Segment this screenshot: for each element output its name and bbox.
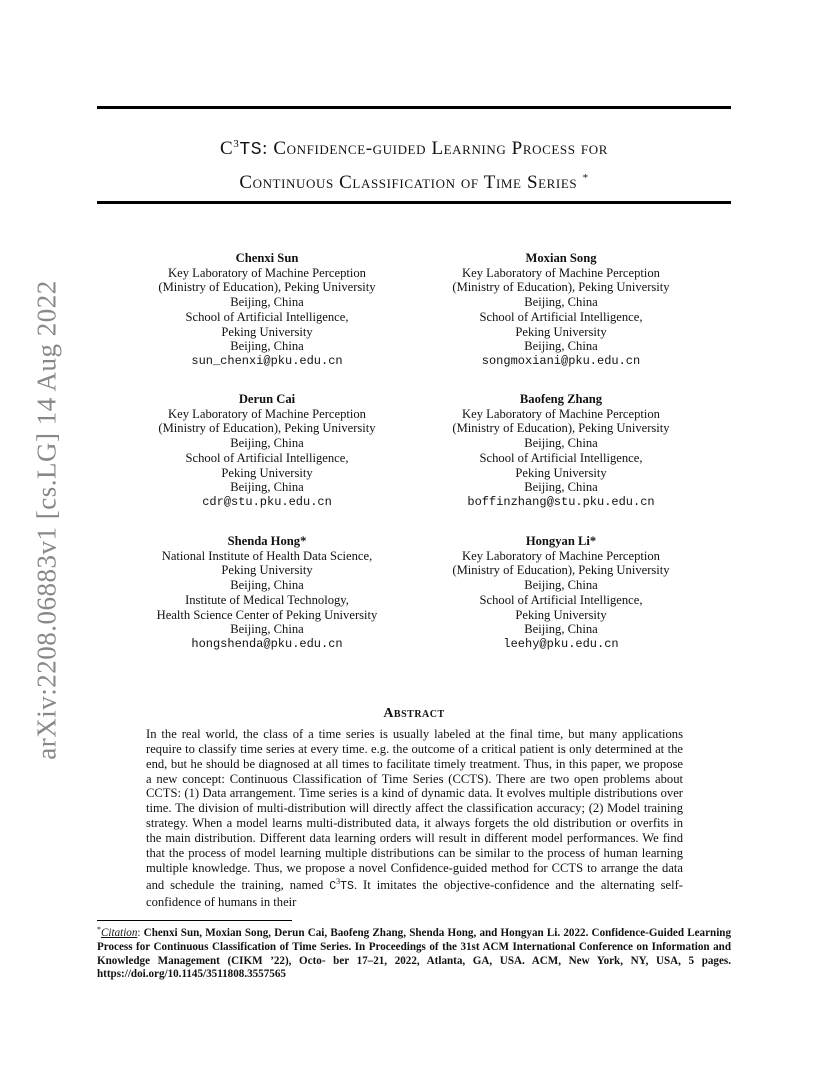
title-c: C: [219, 138, 234, 159]
author-affil-line: Peking University: [221, 324, 313, 339]
title-footnote-mark: *: [582, 172, 589, 184]
author-affil-line: Peking University: [515, 465, 607, 480]
author-block-1: [127, 251, 407, 369]
author-affil-line: Beijing, China: [524, 622, 598, 637]
title-line-1-rest: : Confidence-guided Learning Process for: [262, 138, 609, 159]
abstract-text: In the real world, the class of a time series is usually labeled at the final time, but many applications require to classify time series at every time. e.g. the outcome of a critical patient is only determined at the end, but he should be diagnosed at all times to facilitate timely treatment. Thus, in this paper, we propose a new concept: Continuous Classification of Time Series (CCTS). There are two open problems about CCTS: (1) Data arrangement. Time series is a kind of dynamic data. It evolves multiple distributions over time. The division of multi-distribution will directly affect the classification accuracy; (2) Model training strategy. When a model learns multi-distributed data, it always forgets the old distribution or overfits in the main distribution. Different data learning orders will result in different model performances. We find that the process of model learning multiple distributions can be similar to the process of human learning multiple knowledge. Thus, we propose a novel Confidence-guided method for CCTS to arrange the data and schedule the training, named: [146, 727, 683, 893]
author-affil-line: Health Science Center of Peking University: [156, 607, 378, 622]
author-block-2: [421, 251, 701, 369]
author-affil-line: School of Artificial Intelligence,: [479, 309, 643, 324]
author-email[interactable]: songmoxiani@pku.edu.cn: [481, 353, 641, 368]
author-block-3: [127, 392, 407, 510]
author-affil-line: (Ministry of Education), Peking University: [452, 280, 670, 295]
author-affil-line: School of Artificial Intelligence,: [185, 450, 349, 465]
author-affil-line: Key Laboratory of Machine Perception: [462, 548, 660, 563]
author-affil-line: National Institute of Health Data Science,: [161, 548, 373, 563]
author-affil-line: Peking University: [515, 324, 607, 339]
title-line-2: [97, 164, 731, 197]
author-block-6: [421, 534, 701, 652]
abstract-heading: Abstract: [383, 706, 445, 721]
author-affil-line: Key Laboratory of Machine Perception: [168, 406, 366, 421]
author-email[interactable]: hongshenda@pku.edu.cn: [191, 636, 343, 651]
citation-footnote: [97, 923, 731, 982]
author-affil-line: (Ministry of Education), Peking University: [158, 280, 376, 295]
author-affil-line: Peking University: [515, 607, 607, 622]
author-block-5: [127, 534, 407, 652]
abstract-body: [146, 727, 683, 910]
author-email[interactable]: cdr@stu.pku.edu.cn: [202, 494, 332, 509]
author-affil-line: Beijing, China: [230, 480, 304, 495]
abstract-c3ts-c: C: [329, 880, 337, 894]
author-affil-line: Beijing, China: [524, 578, 598, 593]
author-affil-line: Institute of Medical Technology,: [185, 592, 349, 607]
arxiv-side-stamp: arXiv:2208.06883v1 [cs.LG] 14 Aug 2022: [31, 280, 62, 760]
footnote-mark: *: [97, 925, 101, 934]
author-affil-line: Beijing, China: [230, 622, 304, 637]
author-affil-line: School of Artificial Intelligence,: [479, 450, 643, 465]
author-name: Hongyan Li*: [525, 534, 597, 548]
author-affil-line: Beijing, China: [524, 339, 598, 354]
author-affil-line: (Ministry of Education), Peking University: [452, 563, 670, 578]
abstract-c3ts-ts: TS: [340, 880, 354, 894]
author-affil-line: School of Artificial Intelligence,: [479, 592, 643, 607]
author-name: Derun Cai: [238, 392, 296, 406]
author-affil-line: Beijing, China: [524, 295, 598, 310]
author-affil-line: Beijing, China: [230, 436, 304, 451]
title-top-rule: [97, 106, 731, 109]
title-line-2-text: Continuous Classification of Time Series: [239, 172, 578, 193]
author-affil-line: Beijing, China: [230, 339, 304, 354]
author-affil-line: Beijing, China: [524, 436, 598, 451]
abstract-text-tail: . It imitates the objective-confidence and the alternating self-confidence of humans in their: [146, 878, 684, 910]
author-affil-line: Peking University: [221, 563, 313, 578]
author-block-4: [421, 392, 701, 510]
author-affil-line: Beijing, China: [230, 578, 304, 593]
title-sup: 3: [233, 138, 240, 150]
author-email[interactable]: sun_chenxi@pku.edu.cn: [191, 353, 343, 368]
author-affil-line: Key Laboratory of Machine Perception: [462, 265, 660, 280]
author-email[interactable]: leehy@pku.edu.cn: [503, 636, 619, 651]
title-ts: TS: [239, 140, 263, 160]
footnote-rule: [97, 920, 292, 921]
author-affil-line: Beijing, China: [230, 295, 304, 310]
author-affil-line: Key Laboratory of Machine Perception: [168, 265, 366, 280]
author-name: Baofeng Zhang: [519, 392, 603, 406]
author-affil-line: Key Laboratory of Machine Perception: [462, 406, 660, 421]
citation-colon: :: [137, 927, 141, 939]
author-name: Chenxi Sun: [235, 251, 299, 265]
author-affil-line: School of Artificial Intelligence,: [185, 309, 349, 324]
author-name: Moxian Song: [525, 251, 597, 265]
citation-text: Chenxi Sun, Moxian Song, Derun Cai, Baofeng Zhang, Shenda Hong, and Hongyan Li. 2022. Confidence-Guided Learning Process for Continuous Classification of Time Series. In Proceedings of the 31st ACM International Conference on Information and Knowledge Management (CIKM ’22), Octo- ber 17–21, 2022, Atlanta, GA, USA. ACM, New York, NY, USA, 5 pages. https://doi.org/10.1145/3511808.3557565: [97, 927, 731, 981]
paper-title: [97, 130, 731, 197]
author-affil-line: Peking University: [221, 465, 313, 480]
author-affil-line: (Ministry of Education), Peking University: [452, 421, 670, 436]
abstract-c3ts-sup: 3: [336, 877, 341, 887]
author-name: Shenda Hong*: [227, 534, 307, 548]
citation-label: Citation: [101, 927, 138, 939]
title-line-1: [97, 130, 731, 164]
author-affil-line: (Ministry of Education), Peking University: [158, 421, 376, 436]
author-email[interactable]: boffinzhang@stu.pku.edu.cn: [467, 494, 655, 509]
title-bottom-rule: [97, 201, 731, 204]
author-affil-line: Beijing, China: [524, 480, 598, 495]
